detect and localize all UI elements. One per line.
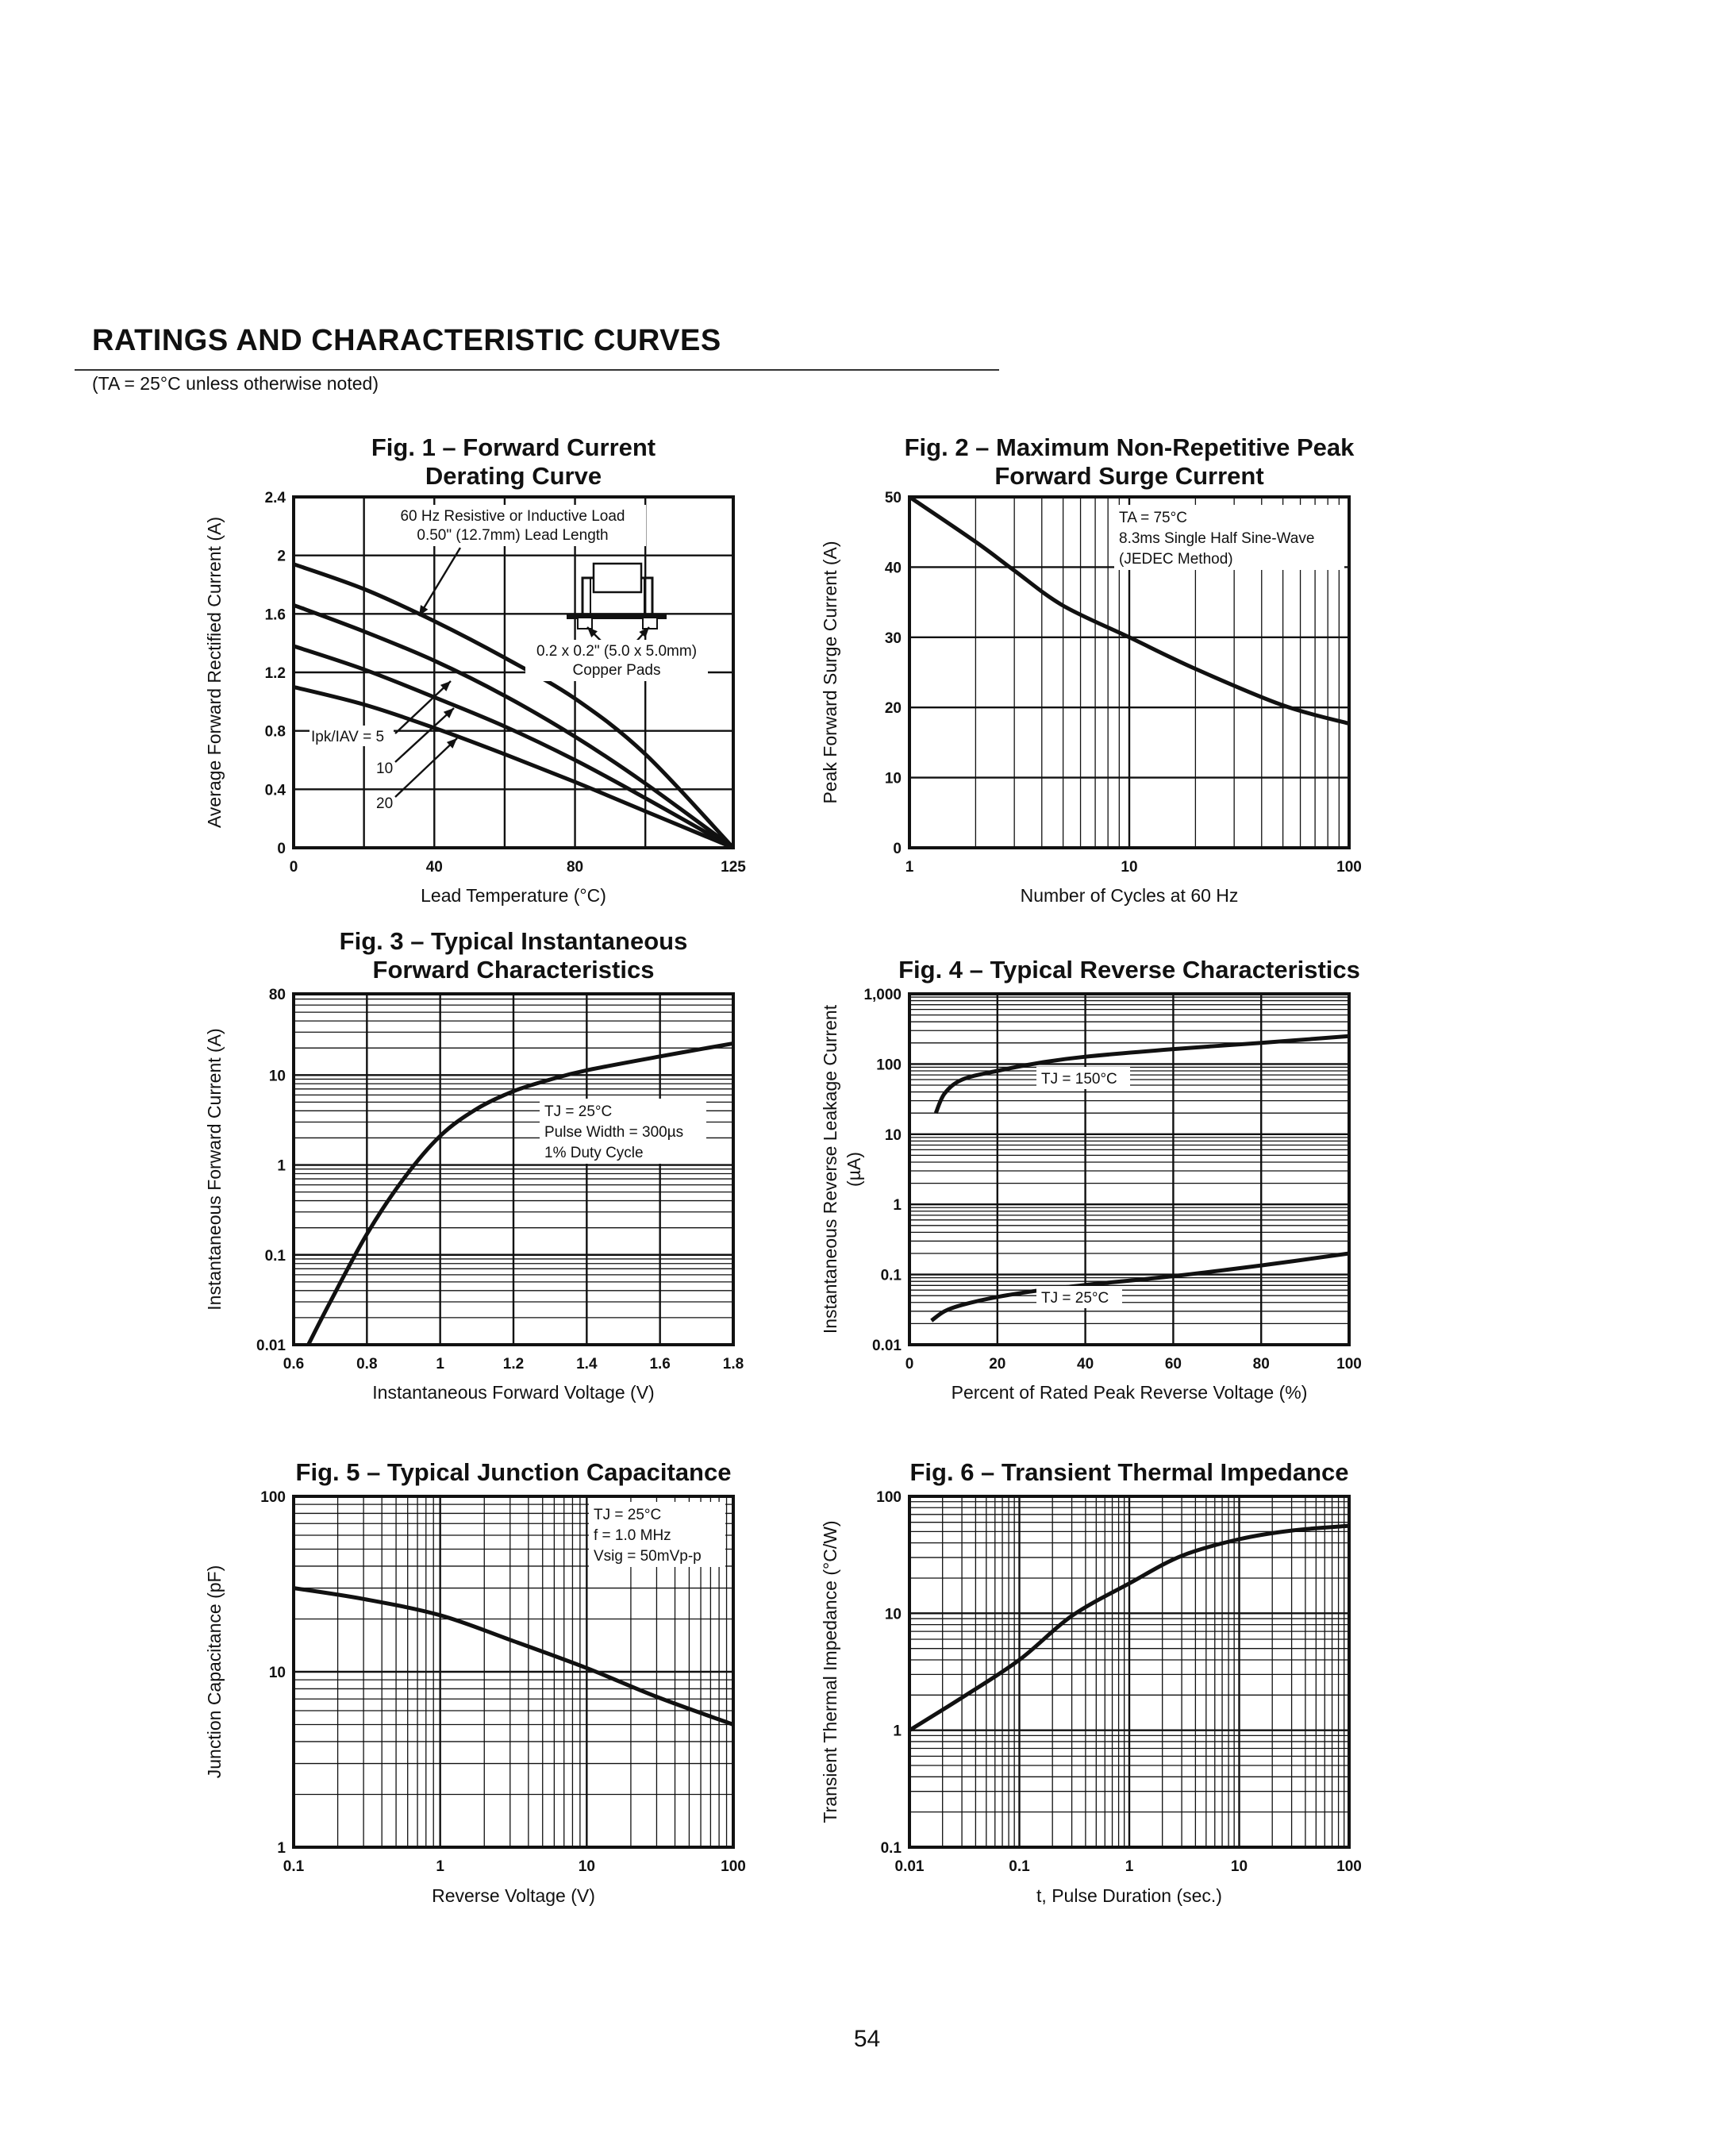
fig5-title: Fig. 5 – Typical Junction Capacitance [295,1458,732,1486]
fig1-annotation: 0.2 x 0.2" (5.0 x 5.0mm) [536,643,698,660]
fig2-ytick-label: 20 [884,700,902,718]
fig4-ytick-label: 10 [884,1126,902,1144]
fig3-title: Fig. 3 – Typical Instantaneous [339,927,688,955]
fig4-ylabel: Instantaneous Reverse Leakage Current [820,1004,840,1334]
fig1-ytick-label: 1.6 [264,606,286,624]
fig3-title-line2: Forward Characteristics [372,956,655,984]
fig1-ytick-label: 2 [277,548,286,565]
fig1-ytick-label: 0.8 [264,723,286,741]
fig4-grid [909,994,1349,1345]
fig1-pad-left [578,618,592,629]
fig4-xlabel: Percent of Rated Peak Reverse Voltage (%) [951,1382,1308,1403]
fig5-ytick-label: 100 [260,1489,286,1506]
fig2-ytick-label: 40 [884,560,902,577]
fig6-ytick-label: 10 [884,1606,902,1623]
fig6-xtick-label: 100 [1336,1858,1362,1875]
fig2-annotation: TA = 75°C [1119,510,1187,526]
fig4-xtick-label: 0 [905,1356,914,1373]
fig6-xlabel: t, Pulse Duration (sec.) [1036,1885,1222,1906]
fig6-chart [820,1458,1362,1906]
fig1-annotation: Copper Pads [572,662,661,679]
fig6-ytick-label: 0.1 [880,1840,902,1857]
fig4-ytick-label: 0.01 [872,1338,902,1354]
fig1-annotation: 20 [376,795,394,812]
fig5-xtick-label: 0.1 [283,1858,305,1875]
fig3-xtick-label: 1.2 [502,1356,525,1373]
fig4-ytick-label: 100 [876,1057,902,1074]
fig3-xtick-label: 1.4 [576,1356,598,1373]
fig1-arrow-load [419,548,460,616]
fig6-ytick-label: 1 [893,1723,902,1740]
fig5-series-line [294,1588,733,1725]
fig4-title: Fig. 4 – Typical Reverse Characteristics [898,956,1360,984]
fig2-xlabel: Number of Cycles at 60 Hz [1020,885,1239,906]
fig5-xtick-label: 100 [721,1858,746,1875]
fig4-ytick-label: 1 [893,1197,902,1215]
fig5-annotation: TJ = 25°C [594,1507,662,1523]
fig1-title-line2: Derating Curve [425,462,602,490]
fig4-ytick-label: 1,000 [863,987,902,1003]
fig1-annotation: 0.50" (12.7mm) Lead Length [417,527,609,544]
fig3-annotation: Pulse Width = 300µs [544,1124,684,1141]
fig6-ytick-label: 100 [876,1489,902,1506]
fig2-xtick-label: 1 [905,859,914,876]
fig1-annotation: 60 Hz Resistive or Inductive Load [400,508,625,525]
fig1-ylabel: Average Forward Rectified Current (A) [204,517,225,828]
fig3-ytick-label: 80 [268,987,286,1003]
fig1-ytick-label: 1.2 [264,665,286,682]
fig5-xtick-label: 1 [436,1858,444,1875]
fig1-pad-right [643,618,657,629]
fig1-xtick-label: 40 [425,859,443,876]
fig1-series-line [294,687,733,848]
fig1-xlabel: Lead Temperature (°C) [421,885,606,906]
page-title: RATINGS AND CHARACTERISTIC CURVES [92,324,721,357]
fig2-chart [820,433,1362,906]
fig6-xtick-label: 10 [1230,1858,1248,1875]
fig3-annotation: 1% Duty Cycle [544,1145,644,1161]
fig5-ytick-label: 10 [268,1665,286,1681]
fig2-ytick-label: 50 [884,490,902,506]
fig1-annotation: Ipk/IAV = 5 [311,729,385,745]
fig4-chart [820,956,1362,1403]
fig1-diode-body [594,564,641,592]
subtitle-text: (TA = 25°C unless otherwise noted) [92,373,379,394]
fig3-xtick-label: 0.6 [283,1356,305,1373]
fig3-ytick-label: 0.1 [264,1247,286,1265]
fig2-ytick-label: 10 [884,770,902,787]
fig4-ylabel: (µA) [844,1152,864,1187]
fig2-annotation: (JEDEC Method) [1119,551,1233,568]
fig5-annotation: f = 1.0 MHz [594,1527,671,1544]
fig3-xlabel: Instantaneous Forward Voltage (V) [372,1382,655,1403]
fig1-xtick-label: 0 [289,859,298,876]
fig2-annotation: 8.3ms Single Half Sine-Wave [1119,530,1315,547]
fig3-grid [294,994,733,1345]
fig5-ytick-label: 1 [277,1840,286,1857]
fig1-ytick-label: 2.4 [264,490,286,506]
fig1-series-line [294,564,733,848]
fig4-xtick-label: 40 [1077,1356,1094,1373]
fig3-ylabel: Instantaneous Forward Current (A) [204,1028,225,1311]
fig6-xtick-label: 0.1 [1009,1858,1030,1875]
fig4-xtick-label: 60 [1164,1356,1182,1373]
fig3-xtick-label: 1 [436,1356,444,1373]
fig1-xtick-label: 125 [721,859,746,876]
fig4-annotation: TJ = 25°C [1041,1290,1109,1307]
fig5-annotation: Vsig = 50mVp-p [594,1548,702,1565]
fig2-ylabel: Peak Forward Surge Current (A) [820,541,840,804]
fig4-plot-frame [909,994,1349,1345]
fig5-xtick-label: 10 [578,1858,595,1875]
fig2-title: Fig. 2 – Maximum Non-Repetitive Peak [904,433,1355,461]
fig4-xtick-label: 100 [1336,1356,1362,1373]
fig2-title-line2: Forward Surge Current [994,462,1264,490]
fig3-chart [204,927,744,1403]
fig3-xtick-label: 1.6 [649,1356,671,1373]
fig4-annotation: TJ = 150°C [1041,1071,1117,1088]
fig4-xtick-label: 80 [1252,1356,1270,1373]
fig1-ytick-label: 0 [277,841,286,857]
fig4-ytick-label: 0.1 [880,1267,902,1284]
fig5-ylabel: Junction Capacitance (pF) [204,1565,225,1779]
fig1-annotation: 10 [376,760,394,777]
fig6-xtick-label: 1 [1125,1858,1134,1875]
fig5-xlabel: Reverse Voltage (V) [432,1885,595,1906]
fig6-xtick-label: 0.01 [894,1858,925,1875]
fig2-ytick-label: 0 [893,841,902,857]
fig6-ylabel: Transient Thermal Impedance (°C/W) [820,1520,840,1823]
fig4-xtick-label: 20 [989,1356,1006,1373]
fig3-xtick-label: 0.8 [356,1356,378,1373]
fig1-xtick-label: 80 [566,859,584,876]
fig1-title: Fig. 1 – Forward Current [371,433,656,461]
fig3-ytick-label: 1 [277,1157,286,1175]
fig2-xtick-label: 100 [1336,859,1362,876]
fig3-annotation: TJ = 25°C [544,1103,613,1120]
fig2-xtick-label: 10 [1121,859,1138,876]
fig1-ytick-label: 0.4 [264,782,286,799]
fig4-series-line [932,1253,1349,1321]
fig3-ytick-label: 0.01 [256,1338,286,1354]
page-number: 54 [853,2026,881,2052]
fig6-title: Fig. 6 – Transient Thermal Impedance [909,1458,1349,1486]
fig2-ytick-label: 30 [884,629,902,647]
fig1-arrow-20 [395,738,457,797]
fig6-grid [909,1496,1349,1847]
fig3-ytick-label: 10 [268,1068,286,1085]
fig3-xtick-label: 1.8 [722,1356,744,1373]
